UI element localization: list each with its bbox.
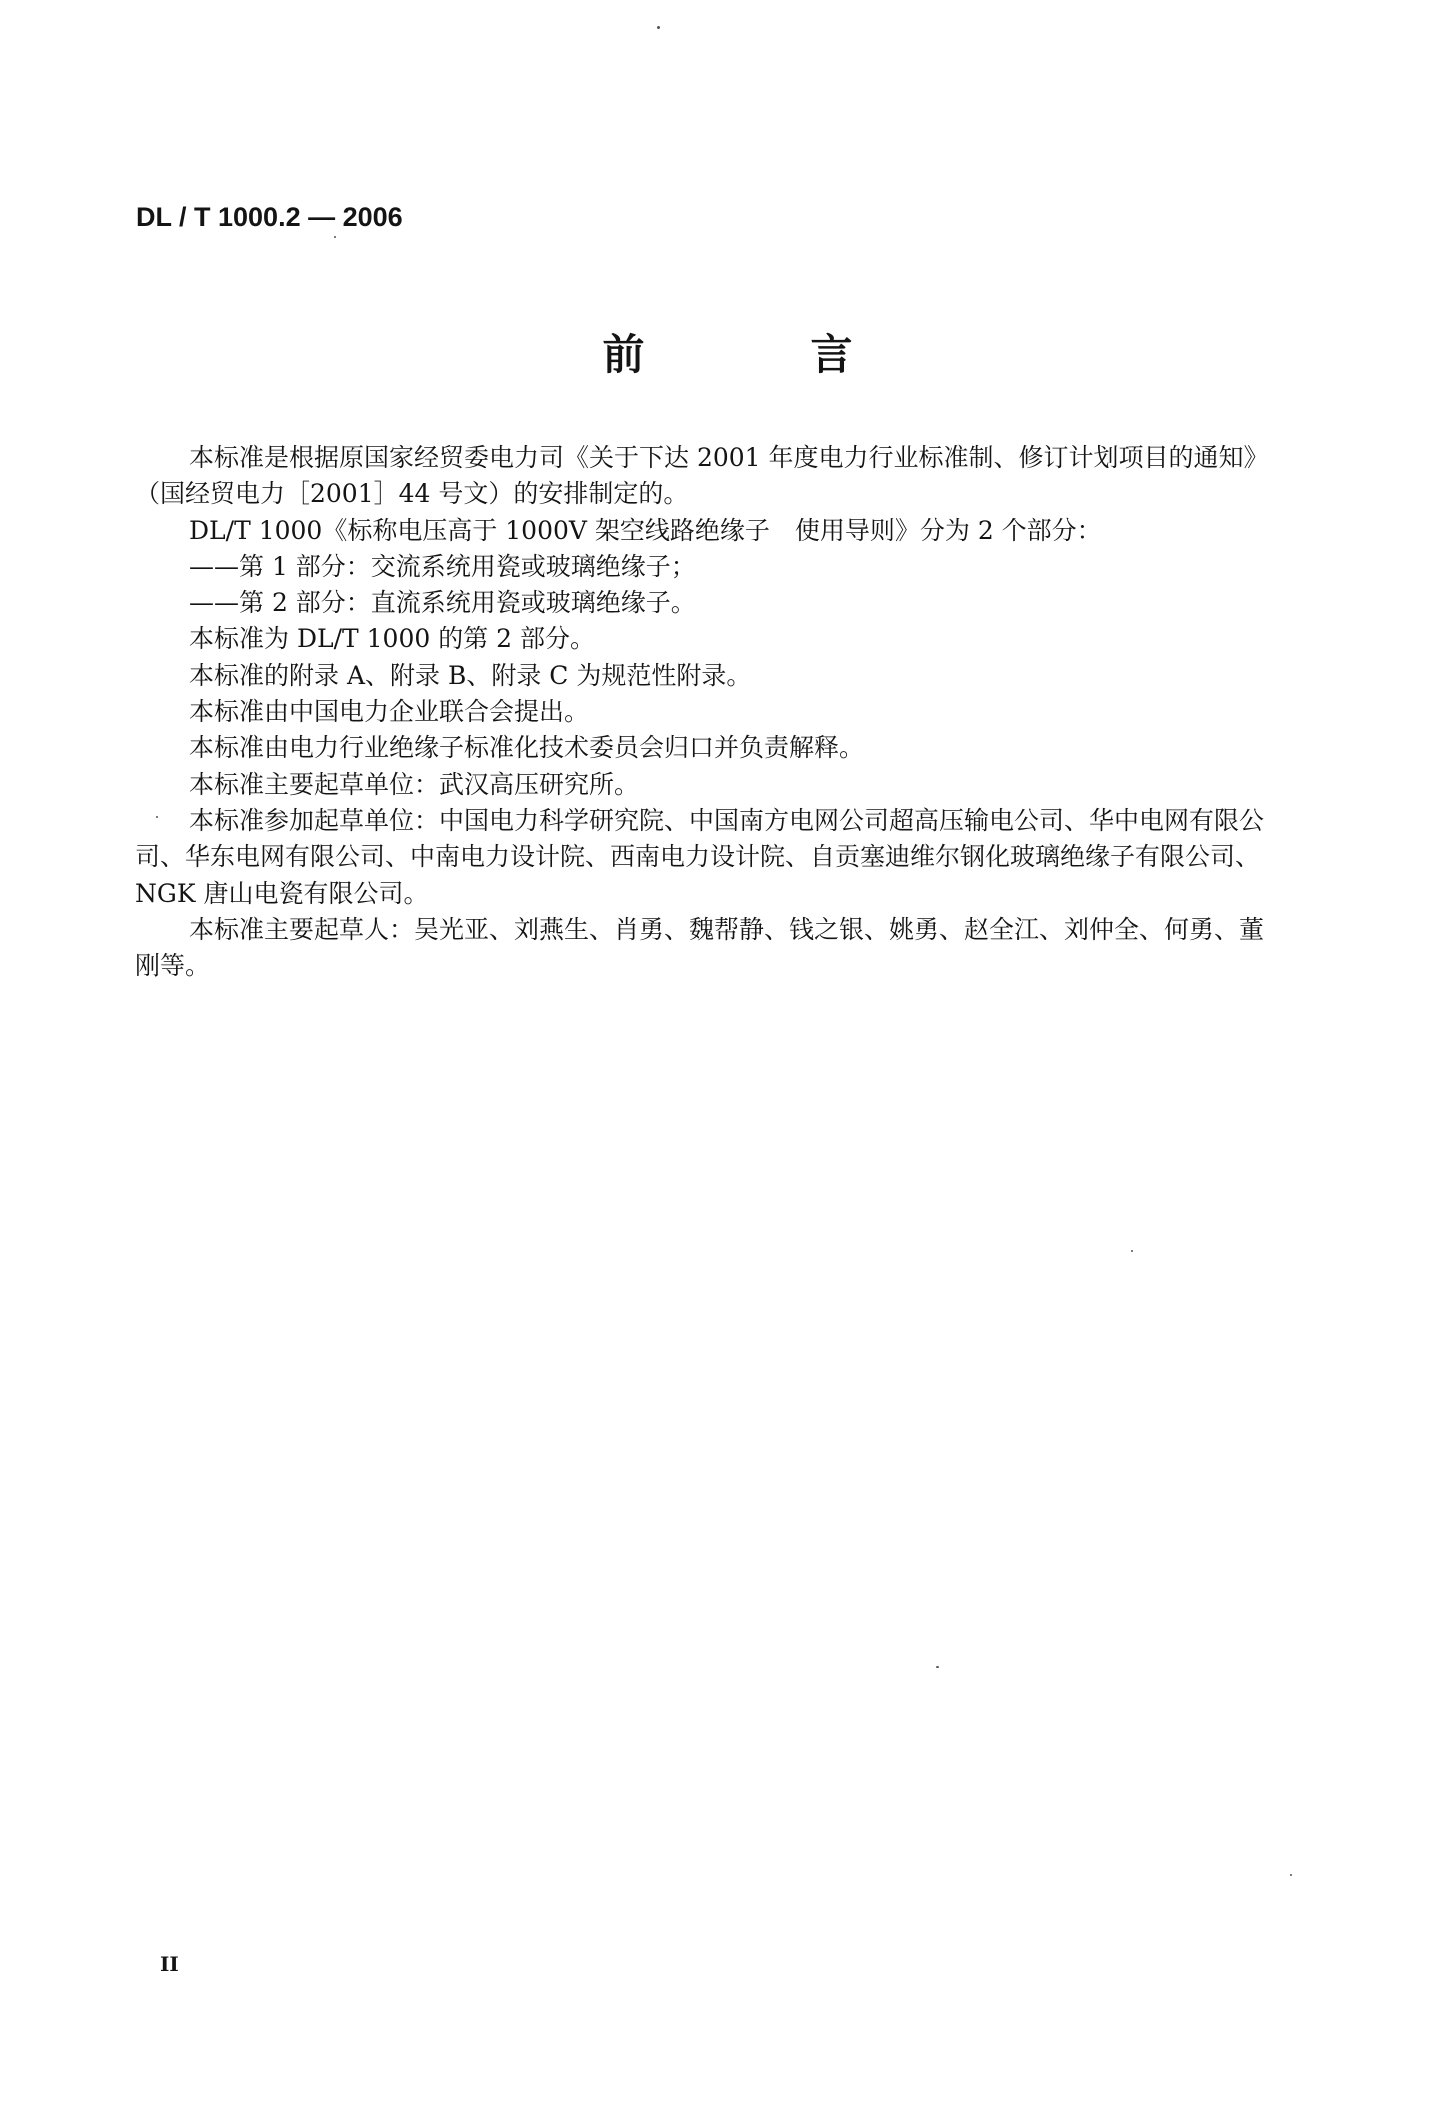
paragraph: 本标准为 DL/T 1000 的第 2 部分。 [189,624,596,654]
list-item: ——第 1 部分：交流系统用瓷或玻璃绝缘子； [189,551,696,581]
paragraph-line: 本标准是根据原国家经贸委电力司《关于下达 2001 年度电力行业标准制、修订计划项目的通知》 [189,443,1269,472]
scan-speck [1290,1874,1292,1876]
list-item: ——第 2 部分：直流系统用瓷或玻璃绝缘子。 [189,588,696,618]
paragraph: 本标准的附录 A、附录 B、附录 C 为规范性附录。 [189,660,752,690]
paragraph-line: 本标准参加起草单位：中国电力科学研究院、中国南方电网公司超高压输电公司、华中电网有限公 [189,805,1265,835]
scan-speck [334,236,336,238]
paragraph: DL/T 1000《标称电压高于 1000V 架空线路绝缘子 使用导则》分为 2 个部分： [189,515,1102,545]
paragraph: 本标准由中国电力企业联合会提出。 [189,697,590,727]
paragraph-line: 刚等。 [135,951,211,981]
foreword-body [135,440,1315,984]
scan-speck [156,816,158,818]
scan-speck [936,1666,939,1668]
paragraph-line: NGK 唐山电瓷有限公司。 [135,878,429,908]
scan-speck [1131,1250,1133,1252]
paragraph-line: 司、华东电网有限公司、中南电力设计院、西南电力设计院、自贡塞迪维尔钢化玻璃绝缘子有限公司、 [135,842,1261,872]
paragraph: 本标准主要起草单位：武汉高压研究所。 [189,769,640,799]
paragraph-line: 本标准主要起草人：吴光亚、刘燕生、肖勇、魏帮静、钱之银、姚勇、赵全江、刘仲全、何勇、董 [189,914,1265,944]
page-title: 前 言 [602,330,915,379]
paragraph: 本标准由电力行业绝缘子标准化技术委员会归口并负责解释。 [189,733,865,763]
scan-speck [657,26,660,29]
paragraph-line: （国经贸电力［2001］44 号文）的安排制定的。 [135,479,689,509]
page-number: II [160,1952,179,1976]
standard-code-header: DL / T 1000.2 — 2006 [136,202,403,232]
